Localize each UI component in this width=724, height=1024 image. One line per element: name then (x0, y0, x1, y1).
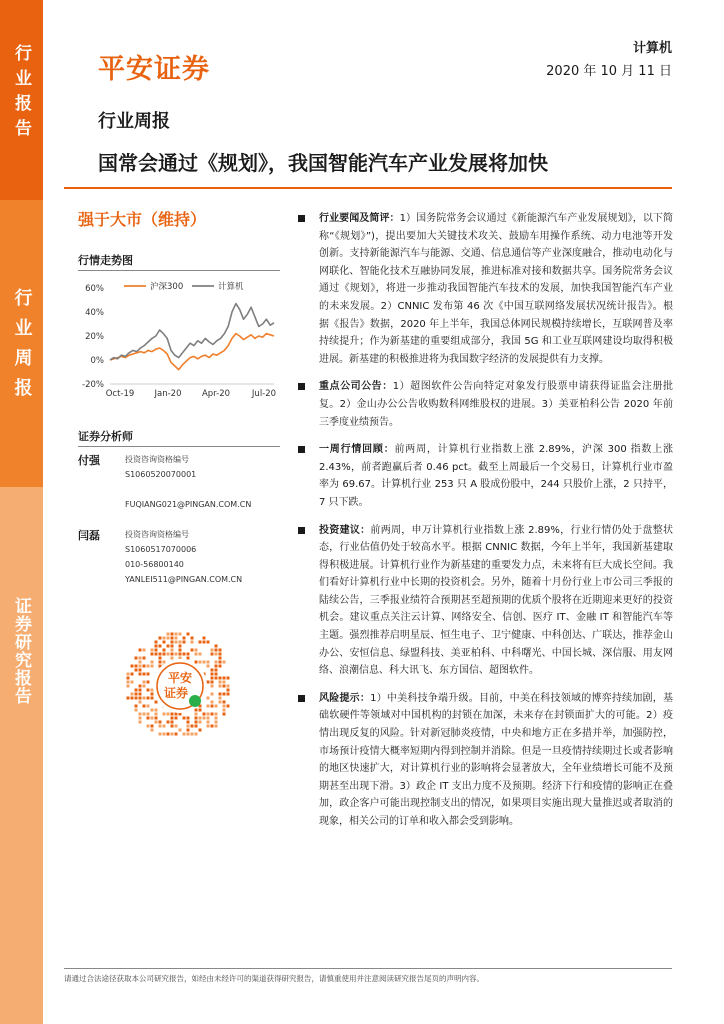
analyst-section-divider (78, 446, 280, 447)
qr-logo-text-bottom: 证券 (163, 686, 189, 700)
sector-label: 计算机 (632, 41, 672, 56)
bullet-heading: 风险提示： (319, 692, 371, 704)
bullet-heading: 行业要闻及简评： (319, 213, 400, 224)
side-banner-bottom-text: 证券研究报告 (11, 597, 31, 705)
bullet-heading: 重点公司公告： (319, 381, 393, 393)
wechat-icon (189, 695, 201, 707)
side-banner-middle-text: 行业周报 (11, 288, 33, 408)
x-tick-label: Apr-20 (201, 389, 231, 399)
bullet-square-icon (298, 215, 305, 222)
footer-disclaimer: 请通过合法途径获取本公司研究报告，如经由未经许可的渠道获得研究报告，请慎重使用并注意阅读研究报告尾页的声明内容。 (64, 974, 484, 983)
y-tick-label: 0% (90, 356, 104, 366)
analyst-section-title: 证券分析师 (78, 430, 133, 443)
x-tick-label: Oct-19 (105, 389, 135, 399)
brand-logo: 平安证券 (98, 54, 210, 85)
analyst-info (125, 527, 295, 587)
side-banner-top (0, 0, 43, 200)
side-banner-bottom (0, 487, 43, 1024)
analyst-email[interactable]: YANLEI511@PINGAN.COM.CN (125, 575, 243, 584)
y-tick-label: 20% (85, 332, 104, 342)
analyst-license-label: 投资咨询资格编号 (125, 455, 189, 464)
qr-code[interactable] (124, 630, 236, 742)
bullet-square-icon (298, 446, 305, 453)
side-banner-top-text: 行业报告 (11, 44, 31, 144)
report-summary (297, 210, 673, 841)
side-banner (0, 0, 43, 1024)
summary-bullet-company-announcements (297, 378, 673, 431)
analyst-license-number: S1060520070001 (125, 470, 197, 479)
analyst-license-label: 投资咨询资格编号 (125, 530, 189, 539)
bullet-square-icon (298, 695, 305, 702)
bullet-heading: 一周行情回顾： (319, 444, 395, 456)
bullet-square-icon (298, 383, 305, 390)
x-tick-label: Jan-20 (154, 389, 182, 399)
industry-rating: 强于大市（维持） (78, 210, 207, 229)
bullet-square-icon (298, 527, 305, 534)
bullet-heading: 投资建议： (319, 524, 371, 536)
bullet-text: 1）国务院常务会议通过《新能源汽车产业发展规划》，以下简称“《规划》”)，提出要加大关键技术攻关、鼓励车用操作系统、动力电池等开发创新。支持新能源汽车与能源、交通、信息通信等产业深度融合，推动电动化与网联化、智能化技术互融协同发展，推进标准对接和数据共享。国务院常务会议通过《规划》，将进一步推动我国智能汽车技术的发展，加快我国智能汽车产业的未来发展。2）CNNIC 发布第 46 次《中国互联网络发展状况统计报告》。根据《报告》数据，2020 年上半年，我国总体网民规模持续增长，互联网普及率持续提升；作为新基建的重要组成部分，我国 5G 和工业互联网建设均取得积极进展。新基建的积极推进将为我国数字经济的发展提供有力支撑。 (319, 213, 673, 365)
qr-logo-text-top: 平安 (167, 671, 193, 685)
bullet-text: 1）中美科技争端升级。目前，中美在科技领域的博弈持续加剧，基础软硬件等领域对中国机构的封锁在加深，未来存在封锁面扩大的可能。2）疫情出现反复的风险。针对新冠肺炎疫情，中央和地方正在多措并举，加强防控，市场预计疫情大概率短期内得到控制并消除。但是一旦疫情持续期过长或者影响的地区快速扩大，对计算机行业的影响将会显著放大，全年业绩增长可能不及预期甚至出现下滑。3）政企 IT 支出力度不及预期。经济下行和疫情的影响正在叠加，政企客户可能出现控制支出的情况，如果项目实施出现大量推迟或者取消的现象，相关公司的订单和收入都会受到影响。 (319, 692, 673, 827)
page-title: 国常会通过《规划》，我国智能汽车产业发展将加快 (98, 151, 548, 175)
summary-bullet-risk-warning (297, 690, 673, 831)
x-tick-label: Jul-20 (251, 389, 277, 399)
analyst-email[interactable]: FUQIANG021@PINGAN.COM.CN (125, 500, 252, 509)
bullet-text: 前两周，申万计算机行业指数上涨 2.89%，行业行情仍处于盘整状态，行业估值仍处于较高水平。根据 CNNIC 数据，今年上半年，我国新基建取得积极进展。计算机行业作为新基建的重要发力点，未来将有巨大成长空间。我们看好计算机行业中长期的投资机会。另外，随着十月份行业上市公司三季报的陆续公告，三季报业绩符合预期甚至超预期的优质个股将在近期迎来更好的投资机会。建议重点关注云计算、网络安全、信创、医疗 IT、金融 IT 和智能汽车等主题。强烈推荐启明星辰、恒生电子、卫宁健康、中科创达、广联达，推荐金山办公、安恒信息、绿盟科技、美亚柏科、中科曙光、中国长城、深信服、用友网络、浪潮信息、科大讯飞、东方国信、超图软件。 (319, 524, 674, 677)
analyst-name: 付强 (78, 454, 100, 467)
bullet-text: 前两周，计算机行业指数上涨 2.89%，沪深 300 指数上涨 2.43%，前者跑赢后者 0.46 pct。截至上周最后一个交易日，计算机行业市盈率为 69.67。计算机行业 253 只 A 股成份股中，244 只股价上涨，2 只持平，7 只下跌。 (319, 444, 674, 508)
analyst-phone: 010-56800140 (125, 560, 184, 569)
chart-section-divider (78, 270, 280, 271)
header-divider (64, 187, 672, 189)
summary-bullet-market-review (297, 441, 673, 511)
footer-divider (64, 968, 672, 969)
summary-bullet-industry-news (297, 210, 673, 368)
side-banner-middle (0, 200, 43, 487)
bullet-text: 1）超图软件公告向特定对象发行股票申请获得证监会注册批复。2）金山办公公告收购数科网维股权的进展。3）美亚柏科公告 2020 年前三季度业绩预告。 (319, 381, 673, 428)
legend-label: 沪深300 (150, 282, 184, 292)
series-line-computer (110, 304, 274, 360)
analyst-name: 闫磊 (78, 529, 100, 542)
analyst-info (125, 452, 295, 512)
y-tick-label: 40% (85, 308, 104, 318)
report-date: 2020 年 10 月 11 日 (546, 64, 672, 79)
chart-section-title: 行情走势图 (78, 254, 133, 267)
legend-label: 计算机 (218, 282, 244, 292)
y-tick-label: -20% (82, 380, 104, 390)
market-trend-chart (64, 276, 284, 406)
summary-bullet-investment-advice (297, 522, 673, 680)
analyst-phone (125, 482, 295, 497)
analyst-license-number: S1060517070006 (125, 545, 197, 554)
report-type: 行业周报 (98, 111, 170, 132)
y-tick-label: 60% (85, 284, 104, 294)
